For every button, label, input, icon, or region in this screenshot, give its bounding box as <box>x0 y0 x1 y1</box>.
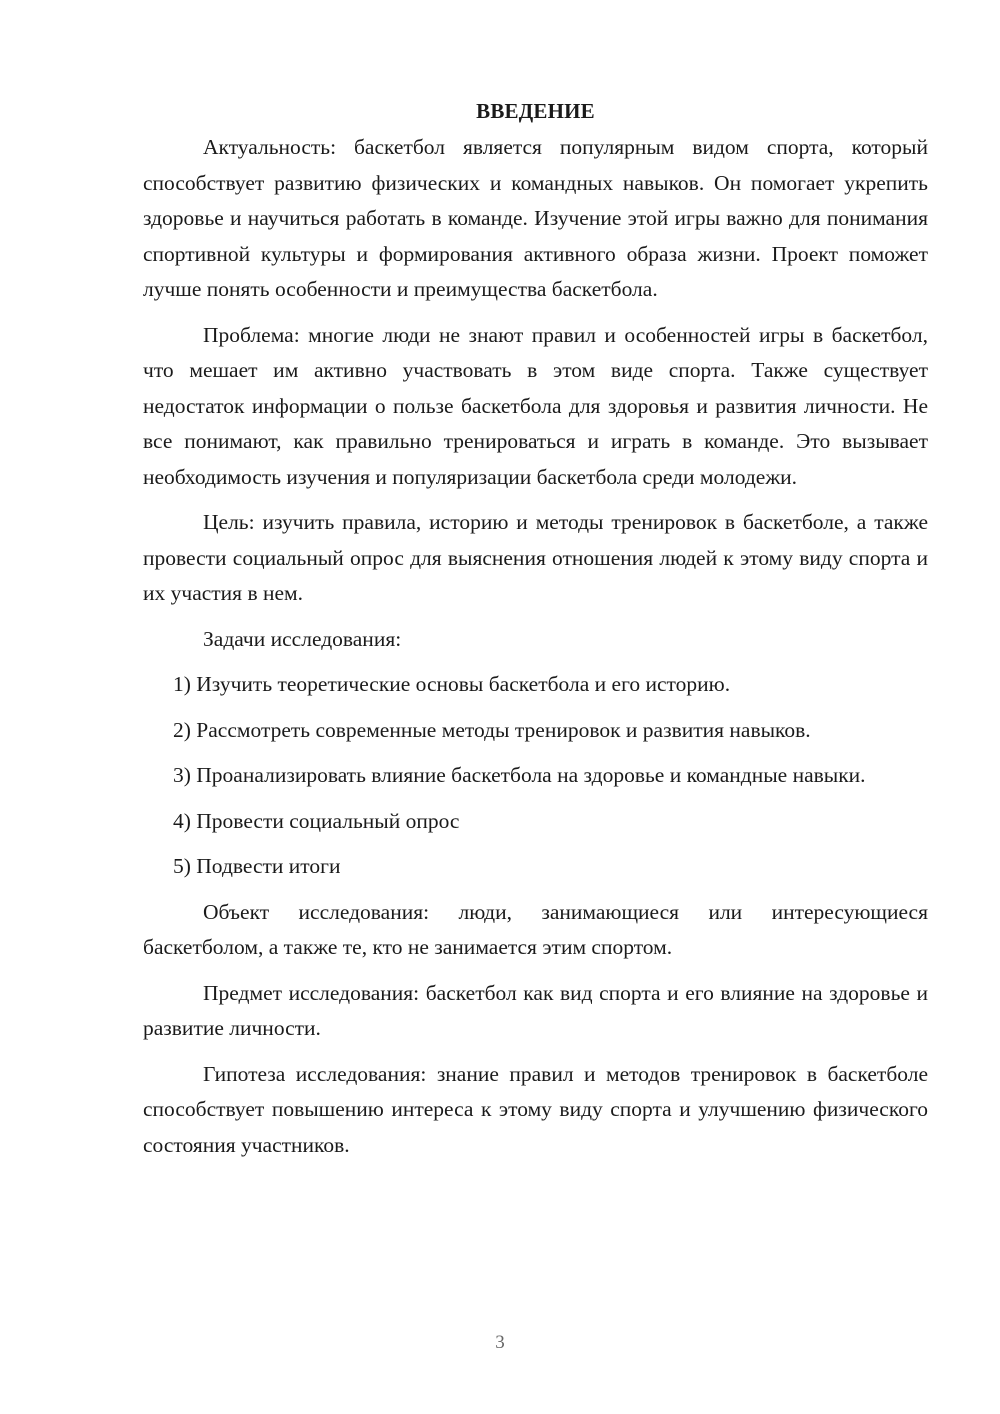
paragraph-relevance: Актуальность: баскетбол является популярным видом спорта, который способствует развитию физических и командных навыков. Он помогает укрепить здоровье и научиться работать в команде. Изучение этой игры важно для понимания спортивной культуры и формирования активного образа жизни. Проект поможет лучше понять особенности и преимущества баскетбола. <box>143 135 928 301</box>
task-item-3: 3) Проанализировать влияние баскетбола на здоровье и командные навыки. <box>173 763 866 787</box>
task-item-2: 2) Рассмотреть современные методы тренировок и развития навыков. <box>173 717 811 742</box>
document-page <box>143 96 928 1173</box>
paragraph-object: Объект исследования: люди, занимающиеся или интересующиеся баскетболом, а также те, кто не занимается этим спортом. <box>143 899 928 959</box>
task-item-5: 5) Подвести итоги <box>173 854 341 878</box>
paragraph-problem: Проблема: многие люди не знают правил и особенностей игры в баскетбол, что мешает им активно участвовать в этом виде спорта. Также существует недостаток информации о пользе баскетбола для здоровья и развития личности. Не все понимают, как правильно тренироваться и играть в команде. Это вызывает необходимость изучения и популяризации баскетбола среди молодежи. <box>143 322 928 489</box>
paragraph-hypothesis: Гипотеза исследования: знание правил и методов тренировок в баскетболе способствует повышению интереса к этому виду спорта и улучшению физического состояния участников. <box>143 1061 928 1157</box>
task-item-1: 1) Изучить теоретические основы баскетбола и его историю. <box>173 672 731 696</box>
task-item-4: 4) Провести социальный опрос <box>173 808 460 833</box>
paragraph-subject: Предмет исследования: баскетбол как вид спорта и его влияние на здоровье и развитие личности. <box>143 980 928 1040</box>
page-number: 3 <box>495 1332 505 1353</box>
page-title: ВВЕДЕНИЕ <box>476 99 595 123</box>
paragraph-goal: Цель: изучить правила, историю и методы тренировок в баскетболе, а также провести социальный опрос для выяснения отношения людей к этому виду спорта и их участия в нем. <box>143 510 928 605</box>
paragraph-tasks-heading: Задачи исследования: <box>203 626 402 651</box>
